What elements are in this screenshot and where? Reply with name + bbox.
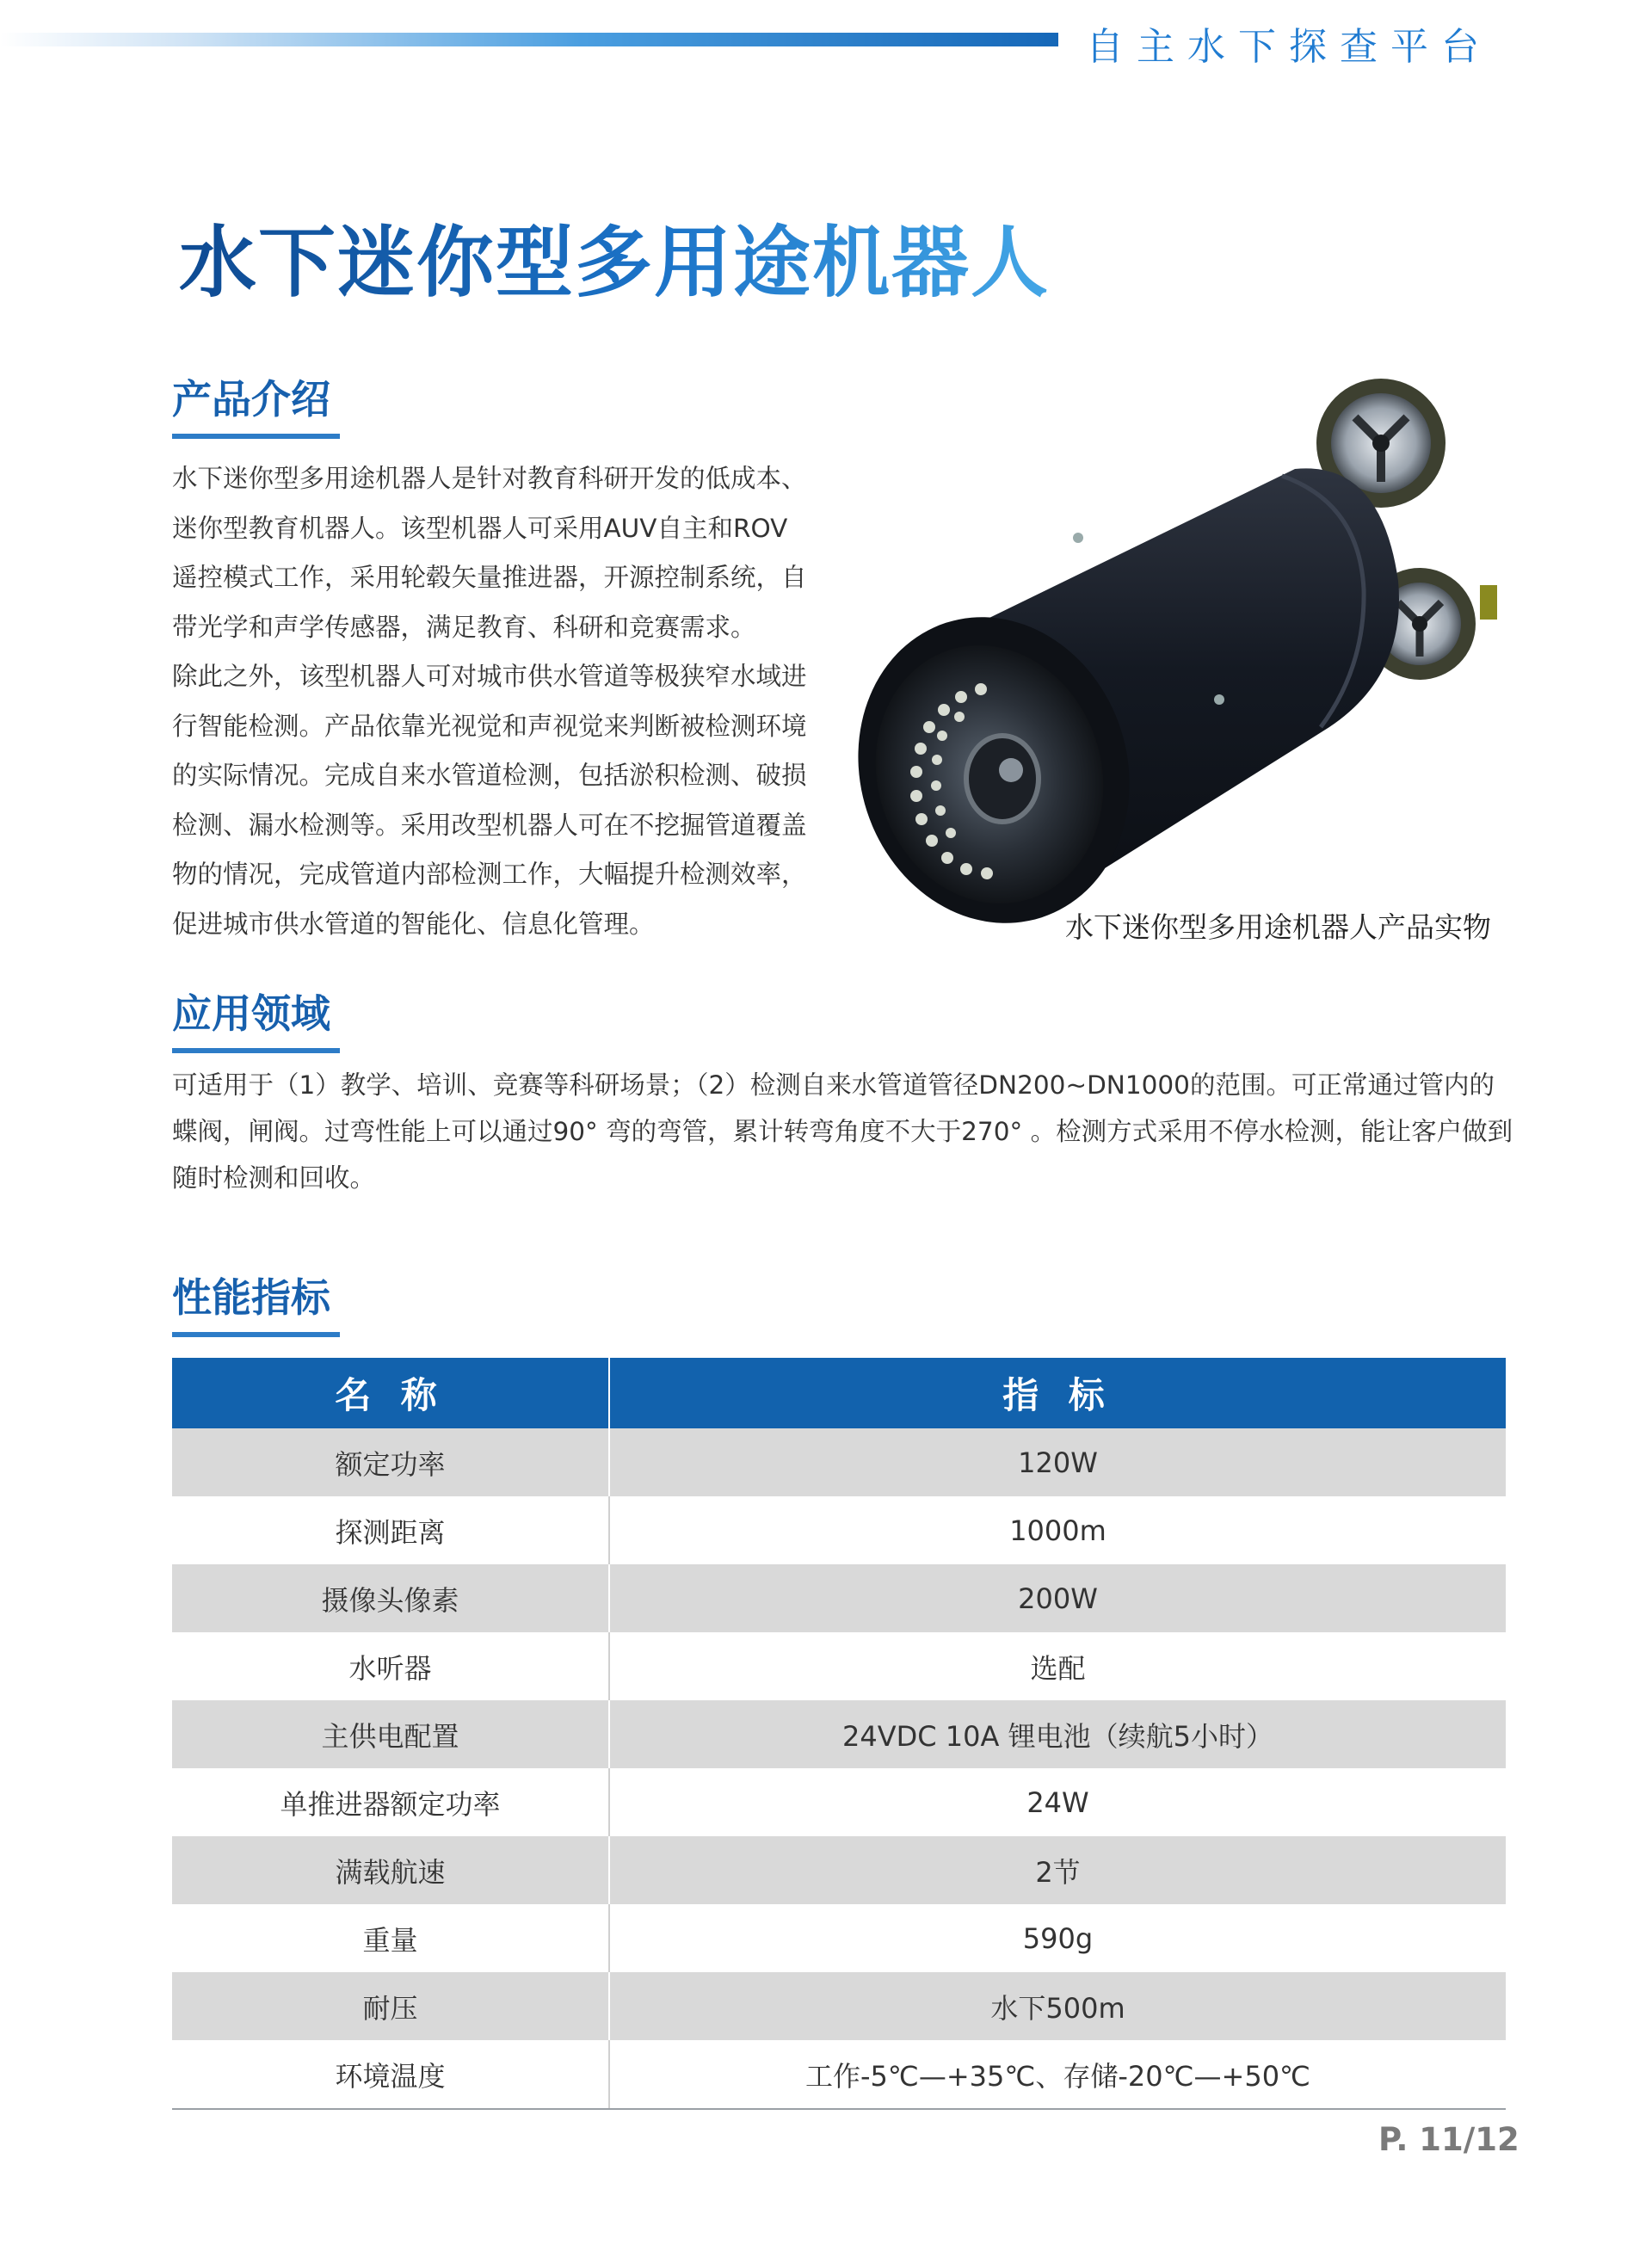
specs-table bbox=[172, 1358, 1506, 2110]
spec-name: 重量 bbox=[172, 1904, 609, 1972]
spec-value: 24W bbox=[609, 1768, 1506, 1836]
spec-value: 24VDC 10A 锂电池（续航5小时） bbox=[609, 1700, 1506, 1768]
spec-name: 环境温度 bbox=[172, 2040, 609, 2109]
spec-name: 主供电配置 bbox=[172, 1700, 609, 1768]
col-header-value: 指 标 bbox=[609, 1358, 1506, 1428]
spec-name: 探测距离 bbox=[172, 1496, 609, 1564]
spec-value: 120W bbox=[609, 1428, 1506, 1496]
specs-table-header bbox=[172, 1358, 1506, 1428]
page-number: P. 11/12 bbox=[1378, 2121, 1519, 2158]
applications-heading: 应用领域 bbox=[172, 983, 330, 1046]
spec-name: 满载航速 bbox=[172, 1836, 609, 1904]
table-row bbox=[172, 1972, 1506, 2040]
table-row bbox=[172, 2040, 1506, 2109]
table-row bbox=[172, 1836, 1506, 1904]
intro-paragraph-1: 水下迷你型多用途机器人是针对教育科研开发的低成本、迷你型教育机器人。该型机器人可采用AUV自主和ROV遥控模式工作，采用轮毂矢量推进器，开源控制系统，自带光学和声学传感器，满足教育、科研和竞赛需求。 bbox=[172, 464, 807, 642]
spec-value: 水下500m bbox=[609, 1972, 1506, 2040]
table-row bbox=[172, 1700, 1506, 1768]
spec-name: 摄像头像素 bbox=[172, 1564, 609, 1632]
robot-product-photo bbox=[848, 366, 1532, 938]
spec-value: 选配 bbox=[609, 1632, 1506, 1700]
platform-label: 自主水下探查平台 bbox=[1086, 25, 1492, 69]
spec-value: 590g bbox=[609, 1904, 1506, 1972]
spec-name: 额定功率 bbox=[172, 1428, 609, 1496]
table-row bbox=[172, 1632, 1506, 1700]
table-row bbox=[172, 1564, 1506, 1632]
spec-name: 水听器 bbox=[172, 1632, 609, 1700]
col-header-name: 名 称 bbox=[172, 1358, 609, 1428]
table-row bbox=[172, 1428, 1506, 1496]
page-title: 水下迷你型多用途机器人 bbox=[179, 200, 1050, 311]
table-row bbox=[172, 1768, 1506, 1836]
intro-heading: 产品介绍 bbox=[172, 368, 330, 432]
spec-name: 耐压 bbox=[172, 1972, 609, 2040]
spec-value: 1000m bbox=[609, 1496, 1506, 1564]
specs-heading: 性能指标 bbox=[172, 1267, 330, 1330]
spec-value: 2节 bbox=[609, 1836, 1506, 1904]
intro-paragraph-2: 除此之外，该型机器人可对城市供水管道等极狭窄水域进行智能检测。产品依靠光视觉和声视觉来判断被检测环境的实际情况。完成自来水管道检测，包括淤积检测、破损检测、漏水检测等。采用改型机器人可在不挖掘管道覆盖物的情况，完成管道内部检测工作，大幅提升检测效率，促进城市供水管道的智能化、信息化管理。 bbox=[172, 662, 807, 939]
header-gradient-bar bbox=[0, 33, 1058, 46]
table-row bbox=[172, 1496, 1506, 1564]
spec-value: 工作-5℃—+35℃、存储-20℃—+50℃ bbox=[609, 2040, 1506, 2109]
spec-value: 200W bbox=[609, 1564, 1506, 1632]
intro-text bbox=[172, 454, 809, 949]
photo-caption: 水下迷你型多用途机器人产品实物 bbox=[1065, 910, 1491, 944]
applications-text: 可适用于（1）教学、培训、竞赛等科研场景；（2）检测自来水管道管径DN200~DN1000的范围。可正常通过管内的蝶阀，闸阀。过弯性能上可以通过90° 弯的弯管，累计转弯角度不大于270° 。检测方式采用不停水检测，能让客户做到随时检测和回收。 bbox=[172, 1070, 1513, 1193]
table-row bbox=[172, 1904, 1506, 1972]
spec-name: 单推进器额定功率 bbox=[172, 1768, 609, 1836]
